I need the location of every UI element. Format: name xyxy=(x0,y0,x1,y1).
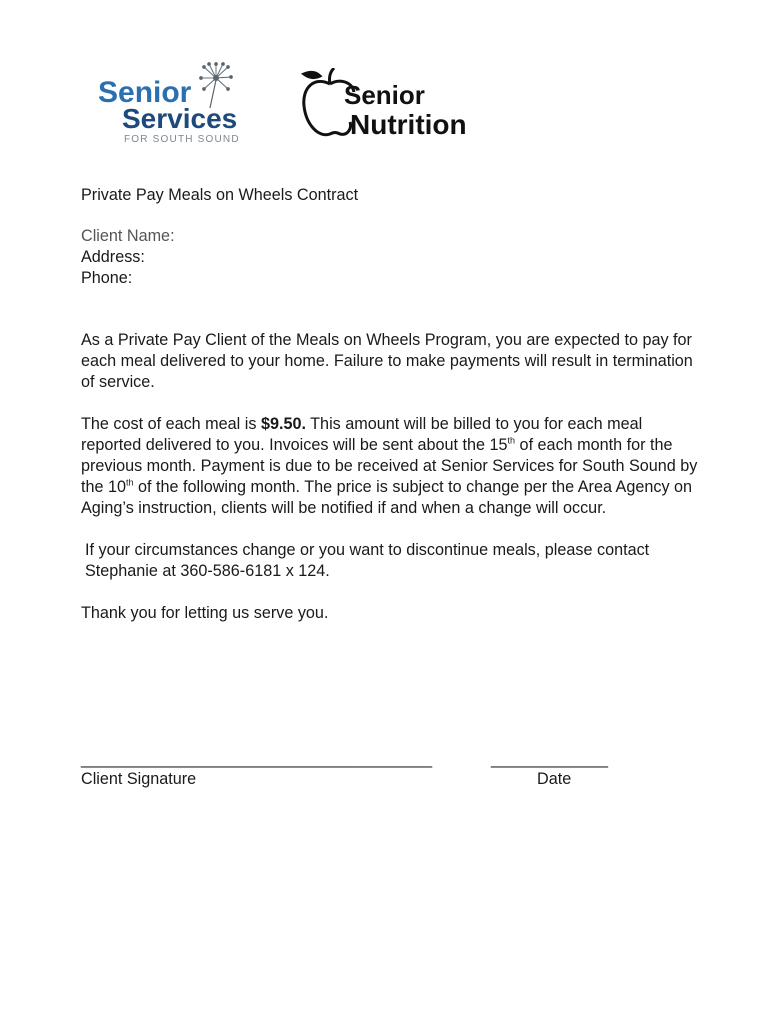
meal-price: $9.50. xyxy=(260,415,306,433)
contact-paragraph: If your circumstances change or you want to discontinue meals, please contact Stephanie at 360-586-6181 x 124. xyxy=(85,541,650,580)
date-label: Date xyxy=(537,770,572,788)
due-date-text: of each month for the previous month. Payment is due to be received at Senior Services for South Sound by the 10 xyxy=(81,436,698,496)
signature-line[interactable]: _______________________________________ xyxy=(81,750,433,768)
svg-text:Services: Services xyxy=(122,103,238,134)
senior-nutrition-logo xyxy=(300,68,505,142)
ordinal-suffix: th xyxy=(126,477,134,488)
svg-text:Nutrition: Nutrition xyxy=(350,109,467,140)
phone-label: Phone: xyxy=(81,269,133,287)
document-title: Private Pay Meals on Wheels Contract xyxy=(81,186,359,204)
payment-expectation-paragraph: As a Private Pay Client of the Meals on Wheels Program, you are expected to pay for each meal delivered to your home. Failure to make payments will result in termination of service. xyxy=(81,331,693,391)
signature-section xyxy=(81,750,641,800)
header-logos xyxy=(0,0,770,160)
ordinal-suffix: th xyxy=(507,435,516,446)
thank-you-paragraph: Thank you for letting us serve you. xyxy=(81,604,329,622)
client-name-label: Client Name: xyxy=(81,227,175,245)
svg-text:Senior: Senior xyxy=(98,76,192,109)
meal-cost-intro: The cost of each meal is xyxy=(81,415,261,433)
dandelion-icon xyxy=(200,63,233,108)
svg-text:FOR SOUTH SOUND: FOR SOUTH SOUND xyxy=(124,134,240,145)
billing-text: This amount will be billed to you for each meal reported delivered to you. Invoices will be sent about the 15 xyxy=(81,415,643,454)
contract-body xyxy=(81,185,701,624)
address-label: Address: xyxy=(81,248,145,266)
senior-services-logo xyxy=(96,62,266,146)
svg-text:Senior: Senior xyxy=(344,80,425,110)
signature-label: Client Signature xyxy=(81,770,197,788)
date-line[interactable]: _____________ xyxy=(491,750,609,768)
price-change-text: of the following month. The price is subject to change per the Area Agency on Aging’s instruction, clients will be notified if and when a change will occur. xyxy=(81,478,693,517)
meal-cost-paragraph xyxy=(81,414,701,519)
